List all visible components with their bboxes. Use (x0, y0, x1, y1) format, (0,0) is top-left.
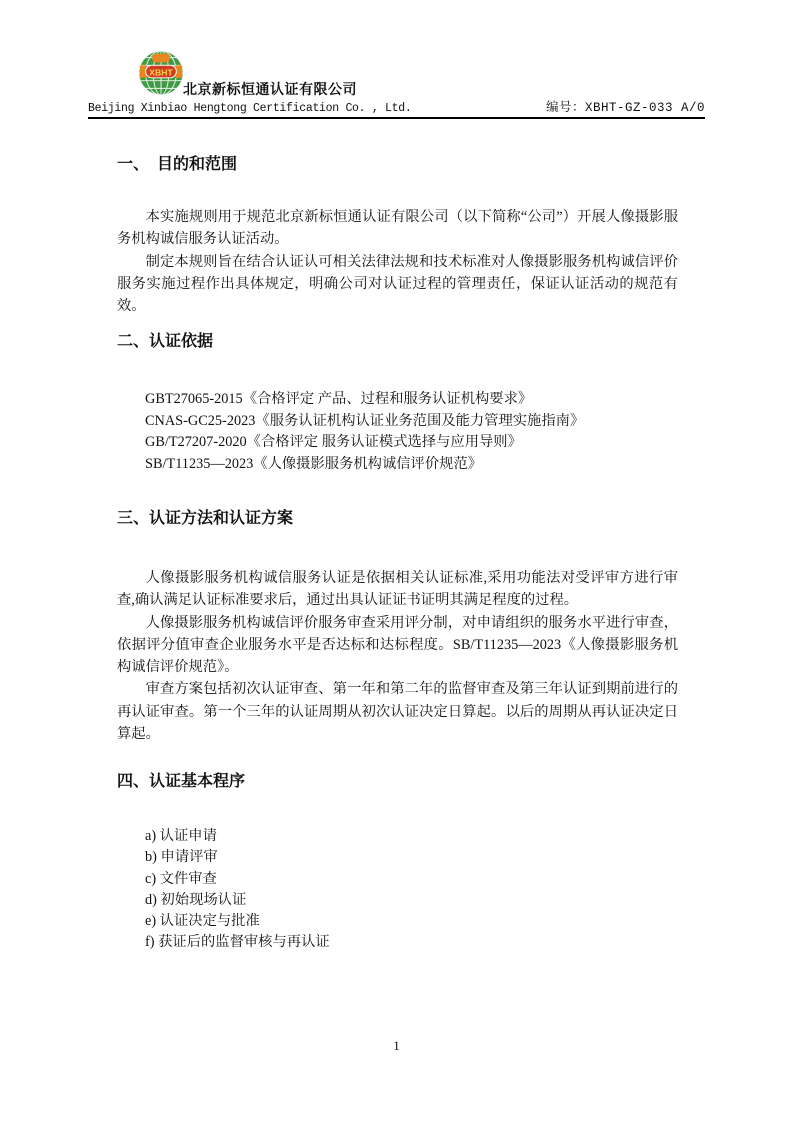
company-logo-globe-icon (132, 49, 190, 97)
section-heading-1: 一、 目的和范围 (117, 156, 238, 173)
logo-xbht-text: XBHT (149, 67, 173, 78)
section-heading-2: 二、认证依据 (117, 333, 214, 350)
list-item: GB/T27207-2020《合格评定 服务认证模式选择与应用导则》 (145, 434, 522, 450)
section-2-standards-list (145, 389, 584, 475)
list-item: CNAS-GC25-2023《服务认证机构认证业务范围及能力管理实施指南》 (145, 412, 585, 429)
list-item: a) 认证申请 (145, 828, 217, 844)
paragraph: 本实施规则用于规范北京新标恒通认证有限公司（以下简称“公司”）开展人像摄影服务机构诚信服务认证活动。 (117, 209, 678, 248)
company-name-cn: 北京新标恒通认证有限公司 (183, 81, 357, 97)
section-3-body (117, 567, 678, 745)
section-heading-3: 三、认证方法和认证方案 (117, 510, 294, 527)
header-divider (88, 117, 705, 119)
section-1-body (117, 206, 678, 317)
company-name-en: Beijing Xinbiao Hengtong Certification Co. , Ltd. (88, 102, 412, 115)
paragraph: 人像摄影服务机构诚信服务认证是依据相关认证标准,采用功能法对受评审方进行审查,确认满足认证标准要求后，通过出具认证证书证明其满足程度的过程。 (117, 570, 678, 609)
list-item: c) 文件审查 (145, 870, 217, 887)
list-item: d) 初始现场认证 (145, 891, 247, 908)
page-number: 1 (393, 1038, 400, 1053)
paragraph: 审查方案包括初次认证审查、第一年和第二年的监督审查及第三年认证到期前进行的再认证审查。第一个三年的认证周期从初次认证决定日算起。以后的周期从再认证决定日算起。 (117, 681, 678, 743)
list-item: GBT27065-2015《合格评定 产品、过程和服务认证机构要求》 (145, 391, 533, 407)
list-item: e) 认证决定与批准 (145, 913, 260, 930)
paragraph: 人像摄影服务机构诚信评价服务审查采用评分制，对申请组织的服务水平进行审查，依据评分值审查企业服务水平是否达标和达标程度。SB/T11235—2023《人像摄影服务机构诚信评价规范》。 (117, 614, 678, 676)
header-subrow (88, 97, 705, 115)
paragraph: 制定本规则旨在结合认证认可相关法律法规和技术标准对人像摄影服务机构诚信评价服务实施过程作出具体规定，明确公司对认证过程的管理责任，保证认证活动的规范有效。 (117, 253, 678, 315)
section-heading-4: 四、认证基本程序 (117, 773, 246, 790)
list-item: SB/T11235—2023《人像摄影服务机构诚信评价规范》 (145, 455, 483, 472)
list-item: b) 申请评审 (145, 849, 218, 866)
list-item: f) 获证后的监督审核与再认证 (145, 934, 330, 951)
section-4-procedure-list (145, 826, 330, 954)
doc-number: 编号：XBHT-GZ-033 A/0 (545, 101, 705, 115)
